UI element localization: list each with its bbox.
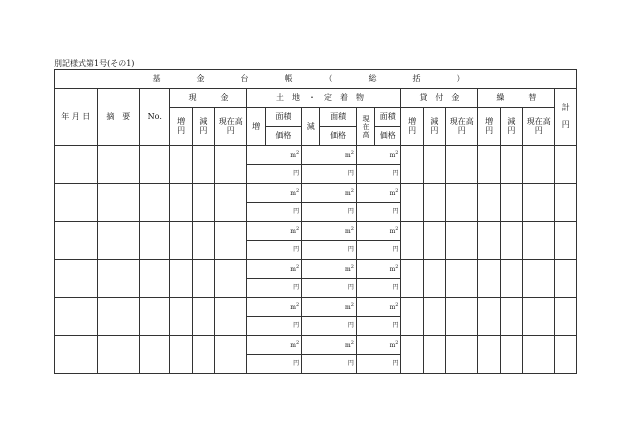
loan-balance-cell xyxy=(446,222,478,260)
sqm-unit: m xyxy=(389,266,396,273)
sqm-unit-superscript: 2 xyxy=(395,226,399,232)
land-decrease-price-header: 価格 xyxy=(320,127,356,146)
total-cell xyxy=(555,336,577,374)
ledger-title: 基 金 台 帳 （ 総 括 ） xyxy=(55,70,577,89)
land-increase-price-cell xyxy=(247,203,302,222)
sqm-unit: m xyxy=(389,152,396,159)
land-increase-price-cell xyxy=(247,355,302,374)
land-balance-area-cell xyxy=(356,146,401,165)
no-cell xyxy=(140,336,170,374)
transfer-balance-cell xyxy=(523,298,555,336)
cash-decrease-cell xyxy=(192,336,214,374)
land-balance-price-header: 価格 xyxy=(375,127,401,146)
yen-unit: 円 xyxy=(392,360,399,367)
cash-increase-cell xyxy=(170,184,192,222)
land-balance-price-cell xyxy=(356,241,401,260)
yen-unit: 円 xyxy=(392,322,399,329)
date-header: 年 月 日 xyxy=(55,89,98,146)
loan-balance-cell xyxy=(446,298,478,336)
sqm-unit: m xyxy=(344,228,351,235)
sqm-unit-superscript: 2 xyxy=(295,302,300,308)
loan-header: 貸 付 金 xyxy=(401,89,478,108)
cash-balance-cell xyxy=(215,222,247,260)
transfer-increase-cell xyxy=(478,336,500,374)
date-cell xyxy=(55,184,98,222)
sqm-unit: m xyxy=(290,152,296,159)
ledger-entry-row xyxy=(55,298,577,317)
yen-unit: 円 xyxy=(293,322,300,329)
land-decrease-area-cell xyxy=(302,298,357,317)
no-cell xyxy=(140,260,170,298)
transfer-balance-cell xyxy=(523,146,555,184)
yen-unit: 円 xyxy=(347,284,354,291)
cash-increase-cell xyxy=(170,146,192,184)
land-decrease-header: 減 xyxy=(302,108,320,146)
cash-balance-cell xyxy=(215,336,247,374)
total-cell xyxy=(555,298,577,336)
fund-ledger-table xyxy=(54,69,577,374)
sqm-unit: m xyxy=(344,266,351,273)
land-increase-area-cell xyxy=(247,222,302,241)
sqm-unit-superscript: 2 xyxy=(295,188,300,194)
cash-decrease-cell xyxy=(192,146,214,184)
yen-unit: 円 xyxy=(293,170,300,177)
ledger-entry-row xyxy=(55,260,577,279)
sqm-unit: m xyxy=(290,190,296,197)
loan-decrease-cell xyxy=(423,260,445,298)
transfer-balance-cell xyxy=(523,260,555,298)
yen-unit: 円 xyxy=(347,170,354,177)
yen-unit: 円 xyxy=(293,246,300,253)
transfer-increase-header: 増 円 xyxy=(478,108,500,146)
sqm-unit: m xyxy=(290,342,296,349)
summary-cell xyxy=(97,184,140,222)
sqm-unit-superscript: 2 xyxy=(395,150,399,156)
cash-header: 現 金 xyxy=(170,89,247,108)
transfer-decrease-header: 減 円 xyxy=(500,108,522,146)
summary-cell xyxy=(97,336,140,374)
loan-balance-cell xyxy=(446,146,478,184)
land-balance-area-cell xyxy=(356,184,401,203)
total-cell xyxy=(555,260,577,298)
sqm-unit: m xyxy=(344,304,351,311)
ledger-entry-row xyxy=(55,222,577,241)
land-balance-price-cell xyxy=(356,355,401,374)
land-increase-price-cell xyxy=(247,317,302,336)
yen-unit: 円 xyxy=(392,284,399,291)
transfer-balance-cell xyxy=(523,222,555,260)
total-cell xyxy=(555,184,577,222)
cash-increase-header: 増 円 xyxy=(170,108,192,146)
transfer-decrease-cell xyxy=(500,260,522,298)
loan-increase-cell xyxy=(401,336,423,374)
no-cell xyxy=(140,184,170,222)
sqm-unit-superscript: 2 xyxy=(395,340,399,346)
yen-unit: 円 xyxy=(347,208,354,215)
land-balance-area-cell xyxy=(356,260,401,279)
cash-increase-cell xyxy=(170,222,192,260)
land-decrease-price-cell xyxy=(302,317,357,336)
land-balance-area-cell xyxy=(356,336,401,355)
form-label: 別記様式第1号(その1) xyxy=(54,59,135,68)
transfer-balance-cell xyxy=(523,184,555,222)
loan-increase-cell xyxy=(401,222,423,260)
land-balance-area-cell xyxy=(356,298,401,317)
land-balance-price-cell xyxy=(356,279,401,298)
loan-decrease-cell xyxy=(423,184,445,222)
land-increase-area-header: 面積 xyxy=(265,108,301,127)
loan-increase-cell xyxy=(401,298,423,336)
land-balance-area-header: 面積 xyxy=(375,108,401,127)
loan-increase-header: 増 円 xyxy=(401,108,423,146)
transfer-decrease-cell xyxy=(500,222,522,260)
loan-increase-cell xyxy=(401,260,423,298)
loan-balance-cell xyxy=(446,336,478,374)
transfer-decrease-cell xyxy=(500,184,522,222)
no-cell xyxy=(140,298,170,336)
cash-decrease-cell xyxy=(192,298,214,336)
land-increase-price-cell xyxy=(247,279,302,298)
transfer-decrease-cell xyxy=(500,298,522,336)
land-increase-price-cell xyxy=(247,241,302,260)
land-increase-area-cell xyxy=(247,146,302,165)
land-balance-header: 現在高 xyxy=(356,108,374,146)
sqm-unit: m xyxy=(344,342,351,349)
sqm-unit-superscript: 2 xyxy=(350,264,354,270)
date-cell xyxy=(55,298,98,336)
loan-decrease-cell xyxy=(423,146,445,184)
summary-cell xyxy=(97,146,140,184)
land-decrease-area-header: 面積 xyxy=(320,108,356,127)
land-increase-price-cell xyxy=(247,165,302,184)
sqm-unit-superscript: 2 xyxy=(395,302,399,308)
sqm-unit-superscript: 2 xyxy=(350,302,354,308)
land-increase-header: 増 xyxy=(247,108,265,146)
transfer-decrease-cell xyxy=(500,146,522,184)
sqm-unit: m xyxy=(290,228,296,235)
sqm-unit: m xyxy=(290,304,296,311)
cash-increase-cell xyxy=(170,336,192,374)
yen-unit: 円 xyxy=(293,208,300,215)
land-decrease-area-cell xyxy=(302,260,357,279)
ledger-entry-row xyxy=(55,184,577,203)
transfer-header: 繰 替 xyxy=(478,89,555,108)
loan-decrease-cell xyxy=(423,298,445,336)
date-cell xyxy=(55,222,98,260)
land-decrease-area-cell xyxy=(302,336,357,355)
total-cell xyxy=(555,222,577,260)
loan-balance-header: 現在高 円 xyxy=(446,108,478,146)
total-header: 計 円 xyxy=(555,89,577,146)
land-decrease-price-cell xyxy=(302,203,357,222)
cash-decrease-cell xyxy=(192,222,214,260)
yen-unit: 円 xyxy=(392,170,399,177)
sqm-unit: m xyxy=(389,190,396,197)
land-header: 土地・定着物 xyxy=(247,89,401,108)
land-balance-area-cell xyxy=(356,222,401,241)
land-increase-area-cell xyxy=(247,336,302,355)
no-header: No. xyxy=(140,89,170,146)
land-balance-price-cell xyxy=(356,203,401,222)
sqm-unit: m xyxy=(389,342,396,349)
cash-balance-cell xyxy=(215,146,247,184)
sqm-unit-superscript: 2 xyxy=(350,226,354,232)
date-cell xyxy=(55,336,98,374)
yen-unit: 円 xyxy=(293,360,300,367)
summary-cell xyxy=(97,260,140,298)
cash-decrease-header: 減 円 xyxy=(192,108,214,146)
yen-unit: 円 xyxy=(347,360,354,367)
loan-decrease-header: 減 円 xyxy=(423,108,445,146)
transfer-decrease-cell xyxy=(500,336,522,374)
sqm-unit-superscript: 2 xyxy=(295,150,300,156)
date-cell xyxy=(55,260,98,298)
ledger-entry-row xyxy=(55,336,577,355)
summary-header: 摘 要 xyxy=(97,89,140,146)
no-cell xyxy=(140,222,170,260)
ledger-entry-row xyxy=(55,146,577,165)
sqm-unit-superscript: 2 xyxy=(350,188,354,194)
land-balance-price-cell xyxy=(356,165,401,184)
cash-balance-cell xyxy=(215,260,247,298)
cash-increase-cell xyxy=(170,298,192,336)
cash-decrease-cell xyxy=(192,260,214,298)
transfer-increase-cell xyxy=(478,146,500,184)
land-balance-price-cell xyxy=(356,317,401,336)
cash-balance-header: 現在高 円 xyxy=(215,108,247,146)
land-decrease-price-cell xyxy=(302,355,357,374)
sqm-unit: m xyxy=(290,266,296,273)
sqm-unit-superscript: 2 xyxy=(295,264,300,270)
land-decrease-area-cell xyxy=(302,184,357,203)
yen-unit: 円 xyxy=(392,208,399,215)
cash-balance-cell xyxy=(215,184,247,222)
land-increase-area-cell xyxy=(247,298,302,317)
transfer-balance-cell xyxy=(523,336,555,374)
date-cell xyxy=(55,146,98,184)
loan-balance-cell xyxy=(446,184,478,222)
sqm-unit-superscript: 2 xyxy=(395,264,399,270)
sqm-unit-superscript: 2 xyxy=(395,188,399,194)
transfer-increase-cell xyxy=(478,260,500,298)
cash-decrease-cell xyxy=(192,184,214,222)
land-increase-area-cell xyxy=(247,260,302,279)
yen-unit: 円 xyxy=(347,322,354,329)
sqm-unit: m xyxy=(344,190,351,197)
land-decrease-price-cell xyxy=(302,165,357,184)
sqm-unit-superscript: 2 xyxy=(295,340,300,346)
loan-decrease-cell xyxy=(423,336,445,374)
loan-balance-cell xyxy=(446,260,478,298)
sqm-unit-superscript: 2 xyxy=(350,340,354,346)
yen-unit: 円 xyxy=(392,246,399,253)
sqm-unit: m xyxy=(344,152,351,159)
transfer-balance-header: 現在高 円 xyxy=(523,108,555,146)
transfer-increase-cell xyxy=(478,222,500,260)
land-decrease-price-cell xyxy=(302,241,357,260)
total-cell xyxy=(555,146,577,184)
no-cell xyxy=(140,146,170,184)
sqm-unit: m xyxy=(389,228,396,235)
land-decrease-area-cell xyxy=(302,222,357,241)
loan-increase-cell xyxy=(401,184,423,222)
sqm-unit-superscript: 2 xyxy=(350,150,354,156)
sqm-unit-superscript: 2 xyxy=(295,226,300,232)
land-increase-area-cell xyxy=(247,184,302,203)
yen-unit: 円 xyxy=(347,246,354,253)
loan-decrease-cell xyxy=(423,222,445,260)
summary-cell xyxy=(97,222,140,260)
transfer-increase-cell xyxy=(478,184,500,222)
transfer-increase-cell xyxy=(478,298,500,336)
sqm-unit: m xyxy=(389,304,396,311)
summary-cell xyxy=(97,298,140,336)
land-increase-price-header: 価格 xyxy=(265,127,301,146)
loan-increase-cell xyxy=(401,146,423,184)
land-decrease-area-cell xyxy=(302,146,357,165)
cash-increase-cell xyxy=(170,260,192,298)
land-decrease-price-cell xyxy=(302,279,357,298)
yen-unit: 円 xyxy=(293,284,300,291)
cash-balance-cell xyxy=(215,298,247,336)
